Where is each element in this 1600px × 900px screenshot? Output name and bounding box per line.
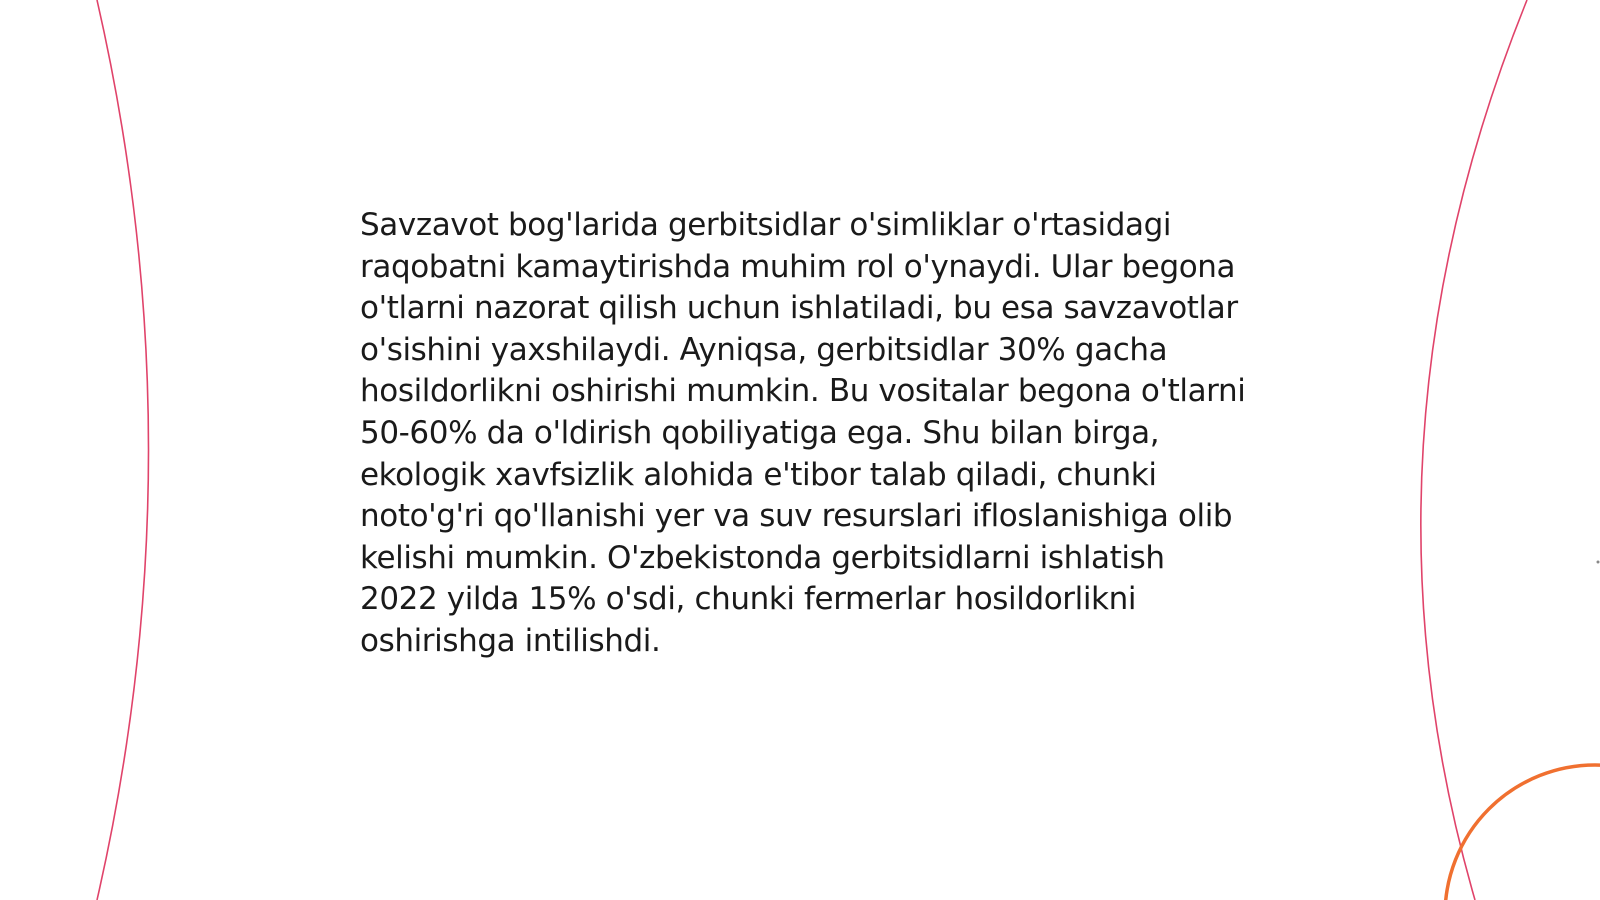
edge-dot [1597,561,1600,564]
left-curve [97,0,149,900]
orange-arc [1445,765,1600,900]
slide-body-text: Savzavot bog'larida gerbitsidlar o'simliklar o'rtasidagi raqobatni kamaytirishda muhim rol o'ynaydi. Ular begona o'tlarni nazorat qilish uchun ishlatiladi, bu esa savzavotlar o'sishini yaxshilaydi. Ayniqsa, gerbitsidlar 30% gacha hosildorlikni oshirishi mumkin. Bu vositalar begona o'tlarni 50-60% da o'ldirish qobiliyatiga ega. Shu bilan birga, ekologik xavfsizlik alohida e'tibor talab qiladi, chunki noto'g'ri qo'llanishi yer va suv resurslari ifloslanishiga olib kelishi mumkin. O'zbekistonda gerbitsidlarni ishlatish 2022 yilda 15% o'sdi, chunki fermerlar hosildorlikni oshirishga intilishdi. [360,207,1246,659]
right-curve [1421,0,1527,900]
